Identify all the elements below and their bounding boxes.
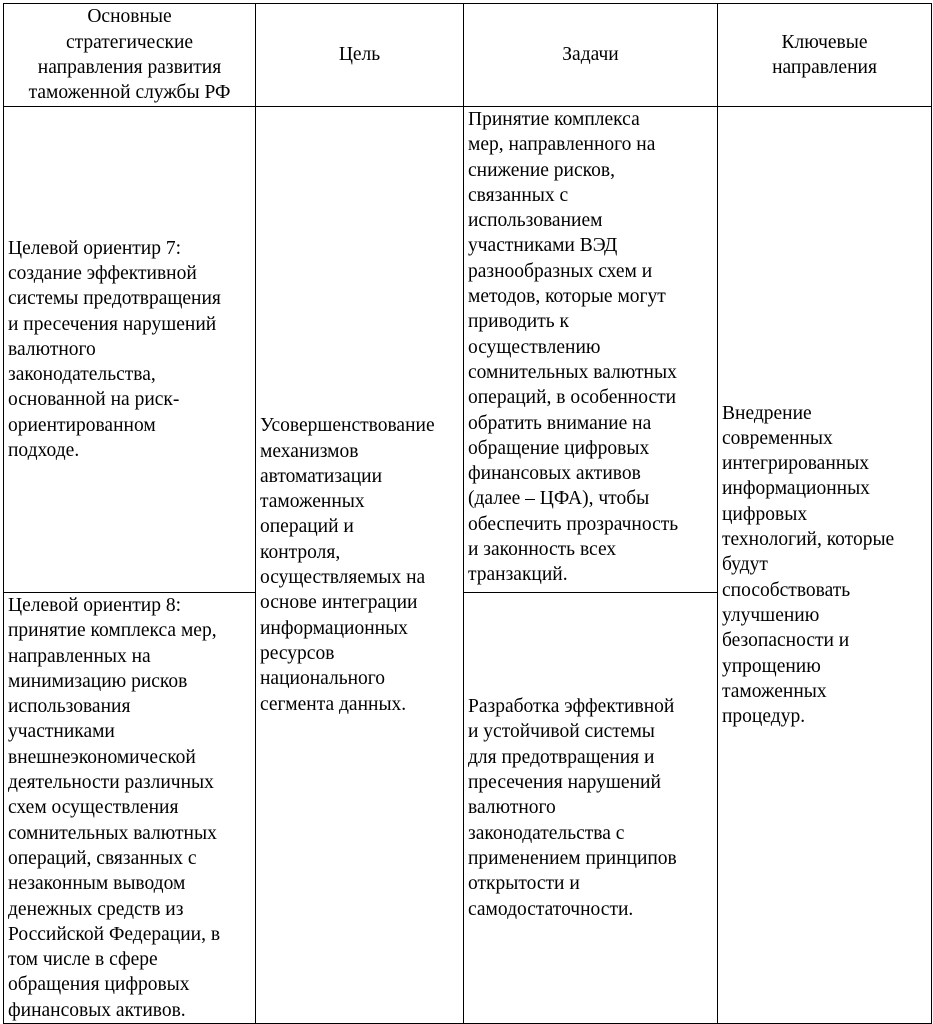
header-goal: Цель	[256, 4, 464, 107]
task-2-cell: Разработка эффективной и устойчивой системы для предотвращения и пресечения нарушений валютного законодательства с применением принципов открытости и самодостаточности.	[464, 593, 718, 1024]
header-row	[4, 4, 932, 107]
header-tasks: Задачи	[464, 4, 718, 107]
task-1-cell: Принятие комплекса мер, направленного на снижение рисков, связанных с использованием участниками ВЭД разнообразных схем и методов, которые могут приводить к осуществлению сомнительных валютных операций, в особенности обратить внимание на обращение цифровых финансовых активов (далее – ЦФА), чтобы обеспечить прозрачность и законность всех транзакций.	[464, 107, 718, 593]
header-key-directions: Ключевые направления	[718, 4, 932, 107]
target-8-cell: Целевой ориентир 8: принятие комплекса мер, направленных на минимизацию рисков использования участниками внешнеэкономической деятельности различных схем осуществления сомнительных валютных операций, связанных с незаконным выводом денежных средств из Российской Федерации, в том числе в сфере обращения цифровых финансовых активов.	[4, 593, 256, 1024]
header-directions: Основные стратегические направления развития таможенной службы РФ	[4, 4, 256, 107]
goal-cell: Усовершенствование механизмов автоматизации таможенных операций и контроля, осуществляемых на основе интеграции информационных ресурсов национального сегмента данных.	[256, 107, 464, 1024]
target-7-cell: Целевой ориентир 7: создание эффективной системы предотвращения и пресечения нарушений валютного законодательства, основанной на риск- ориентированном подходе.	[4, 107, 256, 593]
table-row	[4, 107, 932, 593]
strategy-table	[3, 3, 932, 1024]
key-directions-cell: Внедрение современных интегрированных информационных цифровых технологий, которые будут способствовать улучшению безопасности и упрощению таможенных процедур.	[718, 107, 932, 1024]
